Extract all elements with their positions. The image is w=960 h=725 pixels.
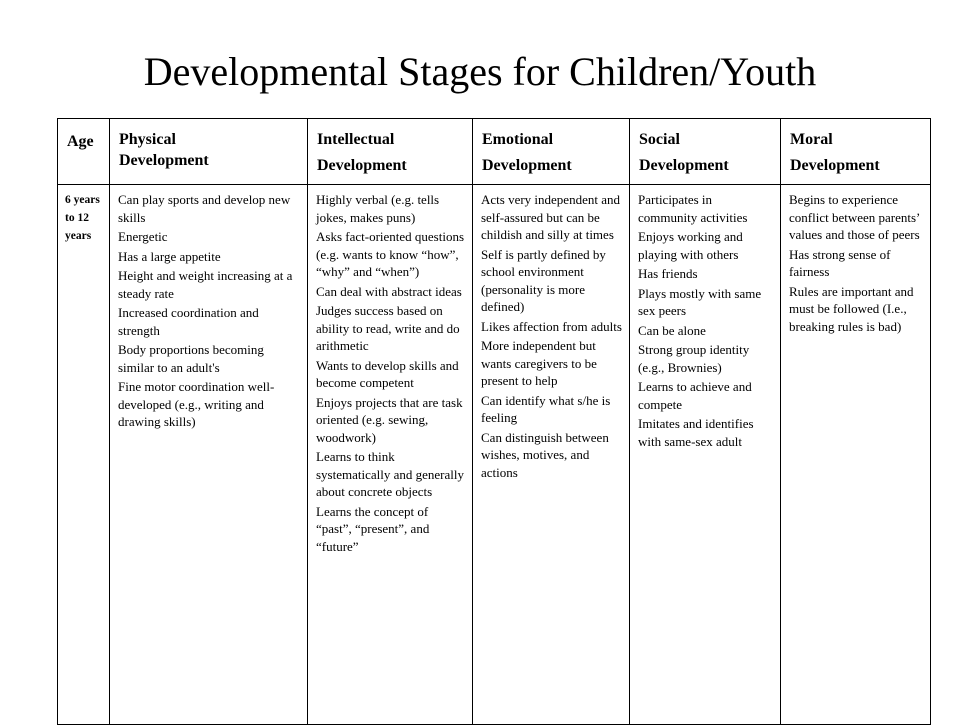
table-row: [58, 185, 931, 725]
physical-item: Height and weight increasing at a steady rate: [118, 268, 293, 301]
header-emotional-line1: Emotional: [482, 131, 554, 148]
header-moral: [781, 119, 931, 185]
social-item: Can be alone: [638, 322, 706, 338]
physical-item: Can play sports and develop new skills: [118, 192, 291, 225]
physical-item: Body proportions becoming similar to an adult's: [118, 342, 264, 375]
physical-item: Increased coordination and strength: [118, 305, 259, 338]
intellectual-item: Asks fact-oriented questions (e.g. wants to know “how”, “why” and “when”): [316, 229, 465, 279]
social-item: Enjoys working and playing with others: [638, 229, 743, 262]
header-social-line2: Development: [639, 157, 729, 174]
emotional-item: More independent but wants caregivers to be present to help: [481, 338, 597, 388]
intellectual-item: Enjoys projects that are task oriented (e.g. sewing, woodwork): [316, 394, 463, 445]
header-intellectual-line1: Intellectual: [317, 131, 395, 148]
social-cell: [630, 185, 781, 725]
age-cell: 6 years to 12 years: [58, 185, 110, 725]
table-header-row: [58, 119, 931, 185]
moral-item: Begins to experience conflict between parents’ values and those of peers: [789, 192, 920, 242]
intellectual-item: Wants to develop skills and become competent: [316, 357, 459, 390]
social-item: Participates in community activities: [638, 192, 748, 225]
social-item: Imitates and identifies with same-sex adult: [638, 416, 754, 449]
intellectual-item: Learns the concept of “past”, “present”, and “future”: [316, 503, 430, 554]
header-emotional-line2: Development: [482, 157, 572, 174]
header-emotional: [473, 119, 630, 185]
header-social-line1: Social: [639, 131, 680, 148]
developmental-stages-table: [57, 118, 931, 725]
emotional-cell: [473, 185, 630, 725]
physical-item: Has a large appetite: [118, 248, 221, 264]
intellectual-cell: [308, 185, 473, 725]
emotional-item: Likes affection from adults: [481, 318, 622, 334]
header-social: [630, 119, 781, 185]
header-intellectual-line2: Development: [317, 157, 407, 174]
social-item: Strong group identity (e.g., Brownies): [638, 342, 750, 375]
emotional-item: Can identify what s/he is feeling: [481, 392, 611, 425]
moral-item: Has strong sense of fairness: [789, 246, 891, 279]
header-physical-line2: Development: [119, 152, 209, 169]
intellectual-item: Highly verbal (e.g. tells jokes, makes puns): [316, 192, 440, 225]
intellectual-item: Can deal with abstract ideas: [316, 283, 462, 299]
physical-item: Energetic: [118, 229, 168, 244]
physical-item: Fine motor coordination well-developed (e.g., writing and drawing skills): [118, 379, 275, 429]
intellectual-item: Learns to think systematically and generally about concrete objects: [316, 449, 465, 499]
social-item: Plays mostly with same sex peers: [638, 285, 762, 318]
intellectual-item: Judges success based on ability to read, write and do arithmetic: [316, 303, 460, 353]
emotional-item: Can distinguish between wishes, motives, and actions: [481, 429, 609, 480]
header-age-label: Age: [67, 133, 94, 150]
header-physical-line1: Physical: [119, 131, 176, 148]
moral-item: Rules are important and must be followed (I.e., breaking rules is bad): [789, 283, 914, 334]
header-age: [58, 119, 110, 185]
physical-cell: [110, 185, 308, 725]
social-item: Learns to achieve and compete: [638, 379, 752, 412]
header-moral-line2: Development: [790, 157, 880, 174]
social-item: Has friends: [638, 266, 698, 281]
emotional-item: Self is partly defined by school environment (personality is more defined): [481, 246, 606, 314]
header-moral-line1: Moral: [790, 131, 833, 148]
moral-cell: [781, 185, 931, 725]
emotional-item: Acts very independent and self-assured but can be childish and silly at times: [481, 192, 620, 242]
header-physical: [110, 119, 308, 185]
header-intellectual: [308, 119, 473, 185]
page-title: Developmental Stages for Children/Youth: [143, 49, 817, 94]
